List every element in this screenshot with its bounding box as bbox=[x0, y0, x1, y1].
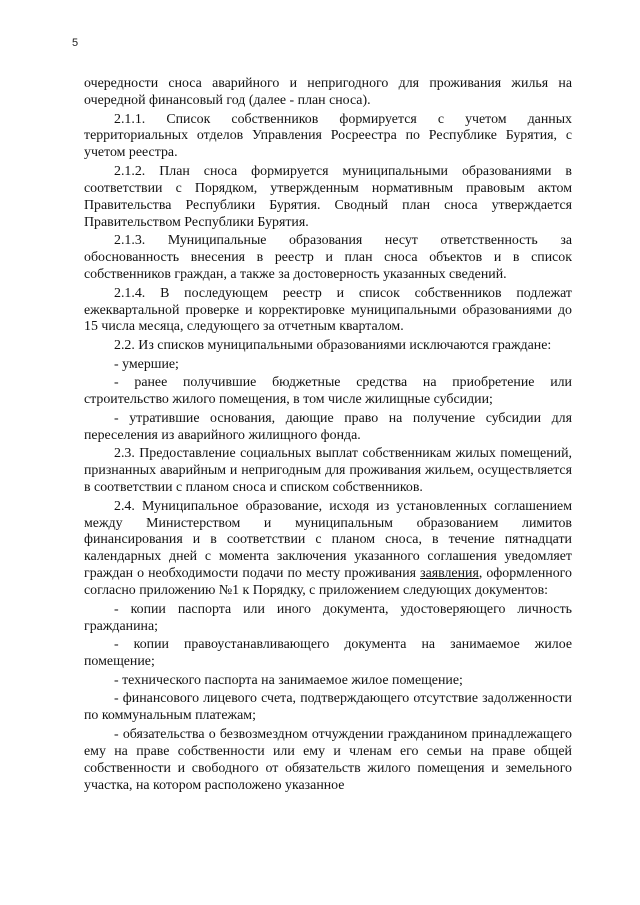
paragraph-2-2: 2.2. Из списков муниципальными образованиями исключаются граждане: bbox=[114, 338, 552, 354]
paragraph-text: , оформленного согласно приложению №1 к Порядку, с приложением следующих документов: bbox=[84, 566, 572, 599]
paragraph-2-1-3: 2.1.3. Муниципальные образования несут ответственность за обоснованность внесения в реестр и план сноса объектов и в список собственников граждан, а также за достоверность указанных сведений. bbox=[84, 233, 572, 283]
list-item: - умершие; bbox=[114, 356, 179, 372]
paragraph: очередности сноса аварийного и непригодного для проживания жилья на очередной финансовый год (далее - план сноса). bbox=[84, 76, 572, 108]
list-item: - копии правоустанавливающего документа на занимаемое жилое помещение; bbox=[84, 637, 572, 670]
list-item: - технического паспорта на занимаемое жилое помещение; bbox=[114, 672, 463, 688]
page-number: 5 bbox=[72, 37, 79, 49]
list-item: - утратившие основания, дающие право на получение субсидии для переселения из аварийного жилищного фонда. bbox=[84, 410, 572, 443]
paragraph-2-1-2: 2.1.2. План сноса формируется муниципальными образованиями в соответствии с Порядком, утвержденным нормативным правовым актом Правительства Республики Бурятия. Сводный план сноса утверждается Правительством Республики Бурятия. bbox=[84, 163, 572, 230]
list-item: - финансового лицевого счета, подтверждающего отсутствие задолженности по коммунальным платежам; bbox=[84, 691, 572, 724]
paragraph-text: 2.4. Муниципальное образование, исходя из установленных соглашением между Министерством и муниципальным образованием лимитов финансирования и в соответствии с планом сноса, в течение пятнадцати календарных дней с момента заключения указанного соглашения уведомляет граждан о необходимости подачи по месту проживания bbox=[84, 498, 572, 582]
paragraph-2-4 bbox=[84, 499, 572, 600]
application-link[interactable]: заявления bbox=[420, 566, 479, 582]
paragraph-2-3: 2.3. Предоставление социальных выплат собственникам жилых помещений, признанных аварийным и непригодным для проживания жильем, осуществляется в соответствии с планом сноса и списком собственников. bbox=[84, 446, 572, 496]
paragraph-2-1-1: 2.1.1. Список собственников формируется с учетом данных территориальных отделов Управления Росреестра по Республике Бурятия, с учетом реестра. bbox=[84, 111, 572, 161]
paragraph-2-1-4: 2.1.4. В последующем реестр и список собственников подлежат ежеквартальной проверке и корректировке муниципальными образованиями до 15 числа месяца, следующего за отчетным кварталом. bbox=[84, 285, 572, 335]
body-text bbox=[84, 76, 572, 796]
list-item: - ранее получившие бюджетные средства на приобретение или строительство жилого помещения, в том числе жилищные субсидии; bbox=[84, 375, 572, 408]
list-item: - копии паспорта или иного документа, удостоверяющего личность гражданина; bbox=[84, 601, 572, 634]
list-item: - обязательства о безвозмездном отчуждении гражданином принадлежащего ему на праве собственности или ему и членам его семьи на праве общей собственности и свободного от обязательств жилого помещения и земельного участка, на котором расположено указанное bbox=[84, 726, 572, 793]
